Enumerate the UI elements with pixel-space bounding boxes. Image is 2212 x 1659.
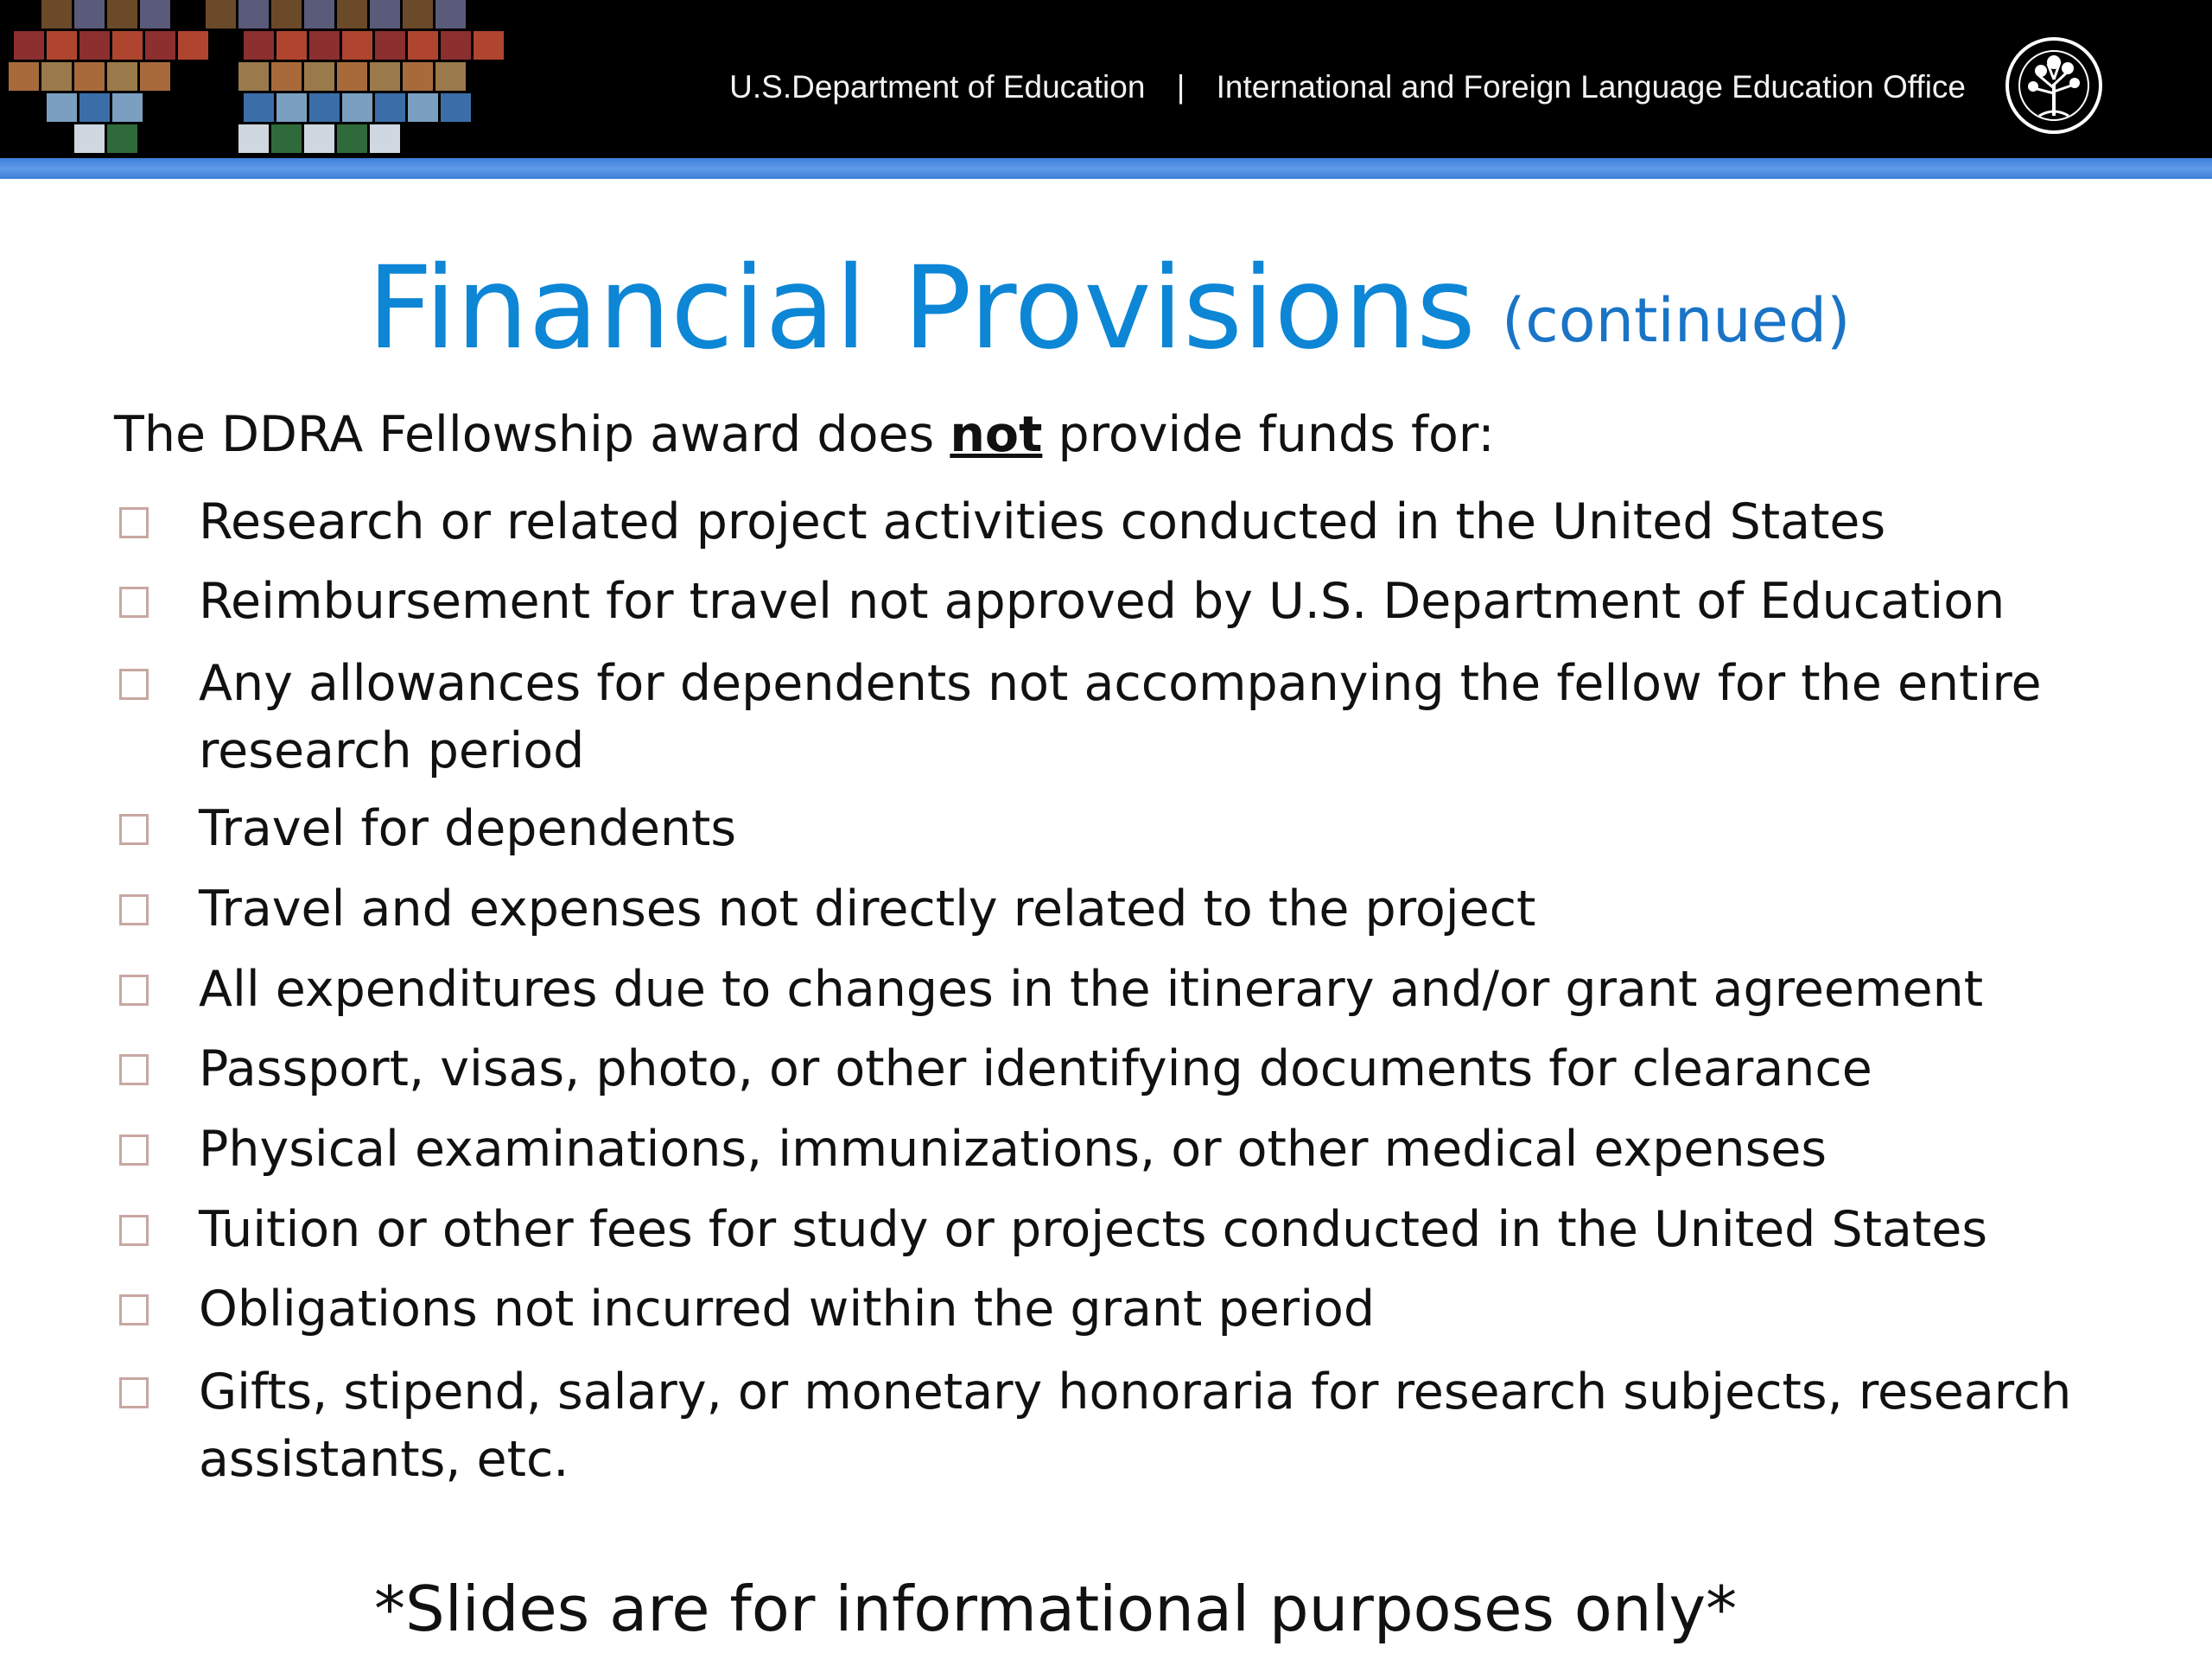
organization-line: [0, 69, 1966, 105]
checkbox-bullet-icon: [119, 1294, 149, 1325]
checkbox-bullet-icon: [119, 1135, 149, 1166]
slide-title: [0, 242, 2212, 380]
checkbox-bullet-icon: [119, 669, 149, 700]
intro-text-before: The DDRA Fellowship award does: [114, 406, 950, 463]
list-item-text: Reimbursement for travel not approved by U.S. Department of Education: [199, 573, 2005, 630]
intro-statement: [114, 406, 1495, 463]
checkbox-bullet-icon: [119, 975, 149, 1006]
checkbox-bullet-icon: [119, 1215, 149, 1246]
list-item-text: Physical examinations, immunizations, or other medical expenses: [199, 1121, 1827, 1178]
checkbox-bullet-icon: [119, 1377, 149, 1408]
header-banner: [0, 0, 2212, 158]
list-item-text: Research or related project activities conducted in the United States: [199, 493, 1886, 550]
header-accent-stripe: [0, 158, 2212, 179]
list-item-text: Passport, visas, photo, or other identifying documents for clearance: [199, 1040, 1872, 1097]
intro-text-after: provide funds for:: [1042, 406, 1495, 463]
page-title: Financial Provisions: [367, 242, 1476, 375]
header-separator: |: [1176, 69, 1185, 105]
checkbox-bullet-icon: [119, 1054, 149, 1085]
list-item-text: Tuition or other fees for study or projects conducted in the United States: [199, 1201, 1988, 1258]
department-seal-icon: [2005, 36, 2103, 135]
list-item-text: Obligations not incurred within the grant period: [199, 1281, 1376, 1338]
checkbox-bullet-icon: [119, 894, 149, 925]
list-item-text: Gifts, stipend, salary, or monetary honoraria for research subjects, research assistants, etc.: [199, 1363, 2072, 1488]
checkbox-bullet-icon: [119, 587, 149, 618]
department-name: U.S.Department of Education: [729, 69, 1146, 105]
list-item-text: Travel for dependents: [199, 800, 737, 857]
disclaimer-text: *Slides are for informational purposes only*: [374, 1573, 1738, 1645]
list-item-text: All expenditures due to changes in the itinerary and/or grant agreement: [199, 961, 1984, 1018]
list-item-text: Travel and expenses not directly related to the project: [199, 880, 1536, 938]
checkbox-bullet-icon: [119, 507, 149, 538]
office-name: International and Foreign Language Education Office: [1216, 69, 1966, 105]
title-suffix: (continued): [1502, 285, 1851, 356]
checkbox-bullet-icon: [119, 814, 149, 845]
list-item-text: Any allowances for dependents not accompanying the fellow for the entire research period: [199, 655, 2042, 779]
intro-emphasis: not: [950, 406, 1043, 463]
